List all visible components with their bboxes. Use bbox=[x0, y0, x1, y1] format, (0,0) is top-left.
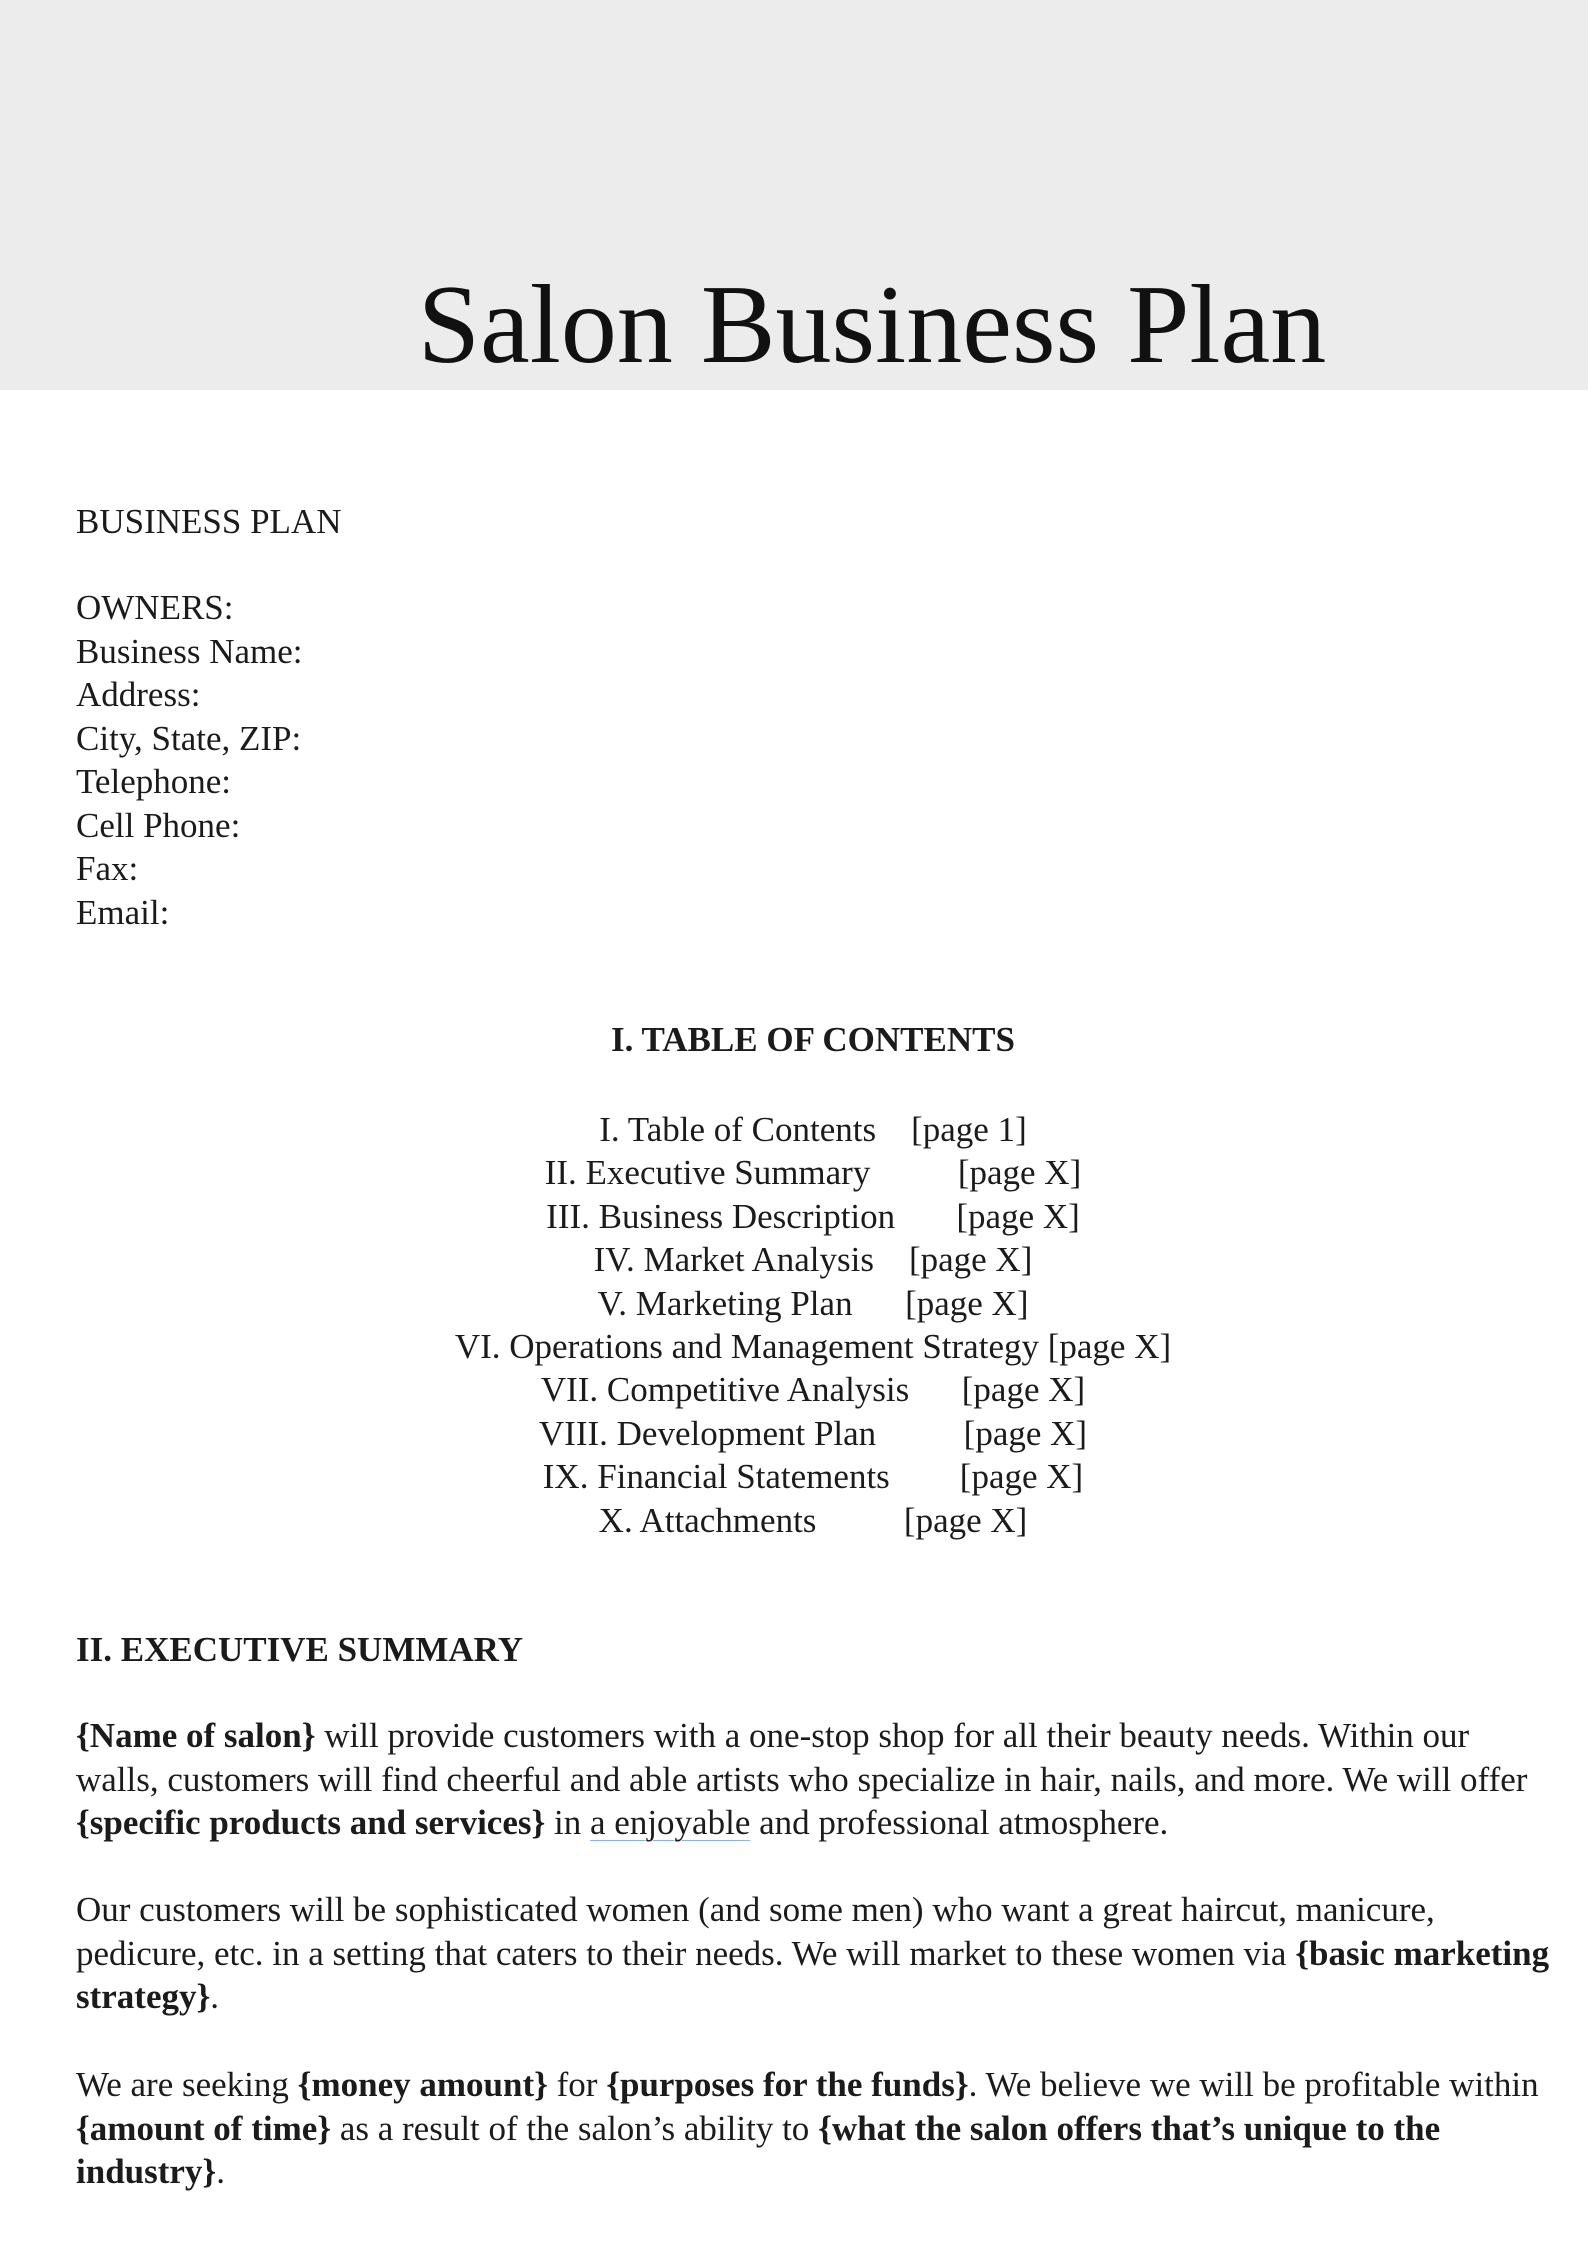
field-address: Address: bbox=[76, 675, 201, 714]
toc-entry: VIII. Development Plan [page X] bbox=[538, 1413, 1088, 1453]
placeholder-marketing-strategy: {basic marketing strategy} bbox=[76, 1933, 1550, 2016]
placeholder-salon-name: {Name of salon} bbox=[76, 1716, 316, 1755]
field-telephone: Telephone: bbox=[76, 762, 231, 801]
paragraph-text: as a result of the salon’s ability to bbox=[331, 2108, 819, 2148]
executive-summary-heading: II. EXECUTIVE SUMMARY bbox=[76, 1630, 524, 1669]
toc-entry: VII. Competitive Analysis [page X] bbox=[540, 1370, 1086, 1410]
executive-summary-paragraph-3 bbox=[76, 2063, 1556, 2194]
placeholder-funds-purpose: {purposes for the funds} bbox=[606, 2065, 969, 2104]
paragraph-text: in bbox=[545, 1803, 591, 1842]
paragraph-text: Our customers will be sophisticated women (and some men) who want a great haircut, manicure, pedicure, etc. in a setting that caters to their needs. We will market to these women via bbox=[76, 1890, 1435, 1973]
field-city-state-zip: City, State, ZIP: bbox=[76, 718, 302, 758]
executive-summary-paragraph-2 bbox=[76, 1888, 1556, 2019]
field-owners: OWNERS: bbox=[76, 588, 234, 627]
toc-entry: III. Business Description [page X] bbox=[546, 1196, 1080, 1236]
grammar-suggestion[interactable]: a enjoyable bbox=[590, 1803, 751, 1842]
paragraph-text: . bbox=[210, 1977, 220, 2016]
toc-entry: V. Marketing Plan [page X] bbox=[597, 1283, 1029, 1323]
owner-info-fields bbox=[76, 586, 303, 934]
field-business-name: Business Name: bbox=[76, 631, 303, 671]
placeholder-unique-offering: {what the salon offers that’s unique to the industry} bbox=[76, 2108, 1441, 2191]
paragraph-text: will provide customers with a one-stop shop for all their beauty needs. Within our walls, customers will find cheerful and able artists who specialize in hair, nails, and more. We will offer bbox=[76, 1716, 1528, 1799]
placeholder-amount-of-time: {amount of time} bbox=[76, 2108, 332, 2148]
paragraph-text: . bbox=[216, 2152, 225, 2191]
paragraph-text: . We believe we will be profitable within bbox=[968, 2065, 1539, 2104]
executive-summary-paragraph-1 bbox=[76, 1714, 1556, 1845]
document-page bbox=[0, 390, 1588, 2246]
paragraph-text: We are seeking bbox=[76, 2065, 298, 2104]
field-fax: Fax: bbox=[76, 849, 139, 888]
toc-heading: I. TABLE OF CONTENTS bbox=[611, 1020, 1015, 1059]
paragraph-text: and professional atmosphere. bbox=[750, 1803, 1169, 1842]
placeholder-money-amount: {money amount} bbox=[297, 2065, 548, 2104]
placeholder-products-services: {specific products and services} bbox=[76, 1803, 546, 1842]
table-of-contents bbox=[0, 1108, 1588, 1542]
toc-entry: IX. Financial Statements [page X] bbox=[542, 1457, 1084, 1497]
business-plan-label: BUSINESS PLAN bbox=[76, 502, 342, 541]
field-email: Email: bbox=[76, 892, 170, 932]
paragraph-text: for bbox=[547, 2065, 607, 2104]
toc-entry: IV. Market Analysis [page X] bbox=[593, 1240, 1033, 1280]
toc-entry: VI. Operations and Management Strategy [page X] bbox=[454, 1327, 1172, 1367]
document-title: Salon Business Plan bbox=[417, 263, 1327, 387]
toc-entry: I. Table of Contents [page 1] bbox=[599, 1110, 1027, 1149]
field-cell-phone: Cell Phone: bbox=[76, 805, 241, 845]
toc-entry: X. Attachments [page X] bbox=[598, 1500, 1028, 1540]
toc-entry: II. Executive Summary [page X] bbox=[544, 1153, 1082, 1193]
